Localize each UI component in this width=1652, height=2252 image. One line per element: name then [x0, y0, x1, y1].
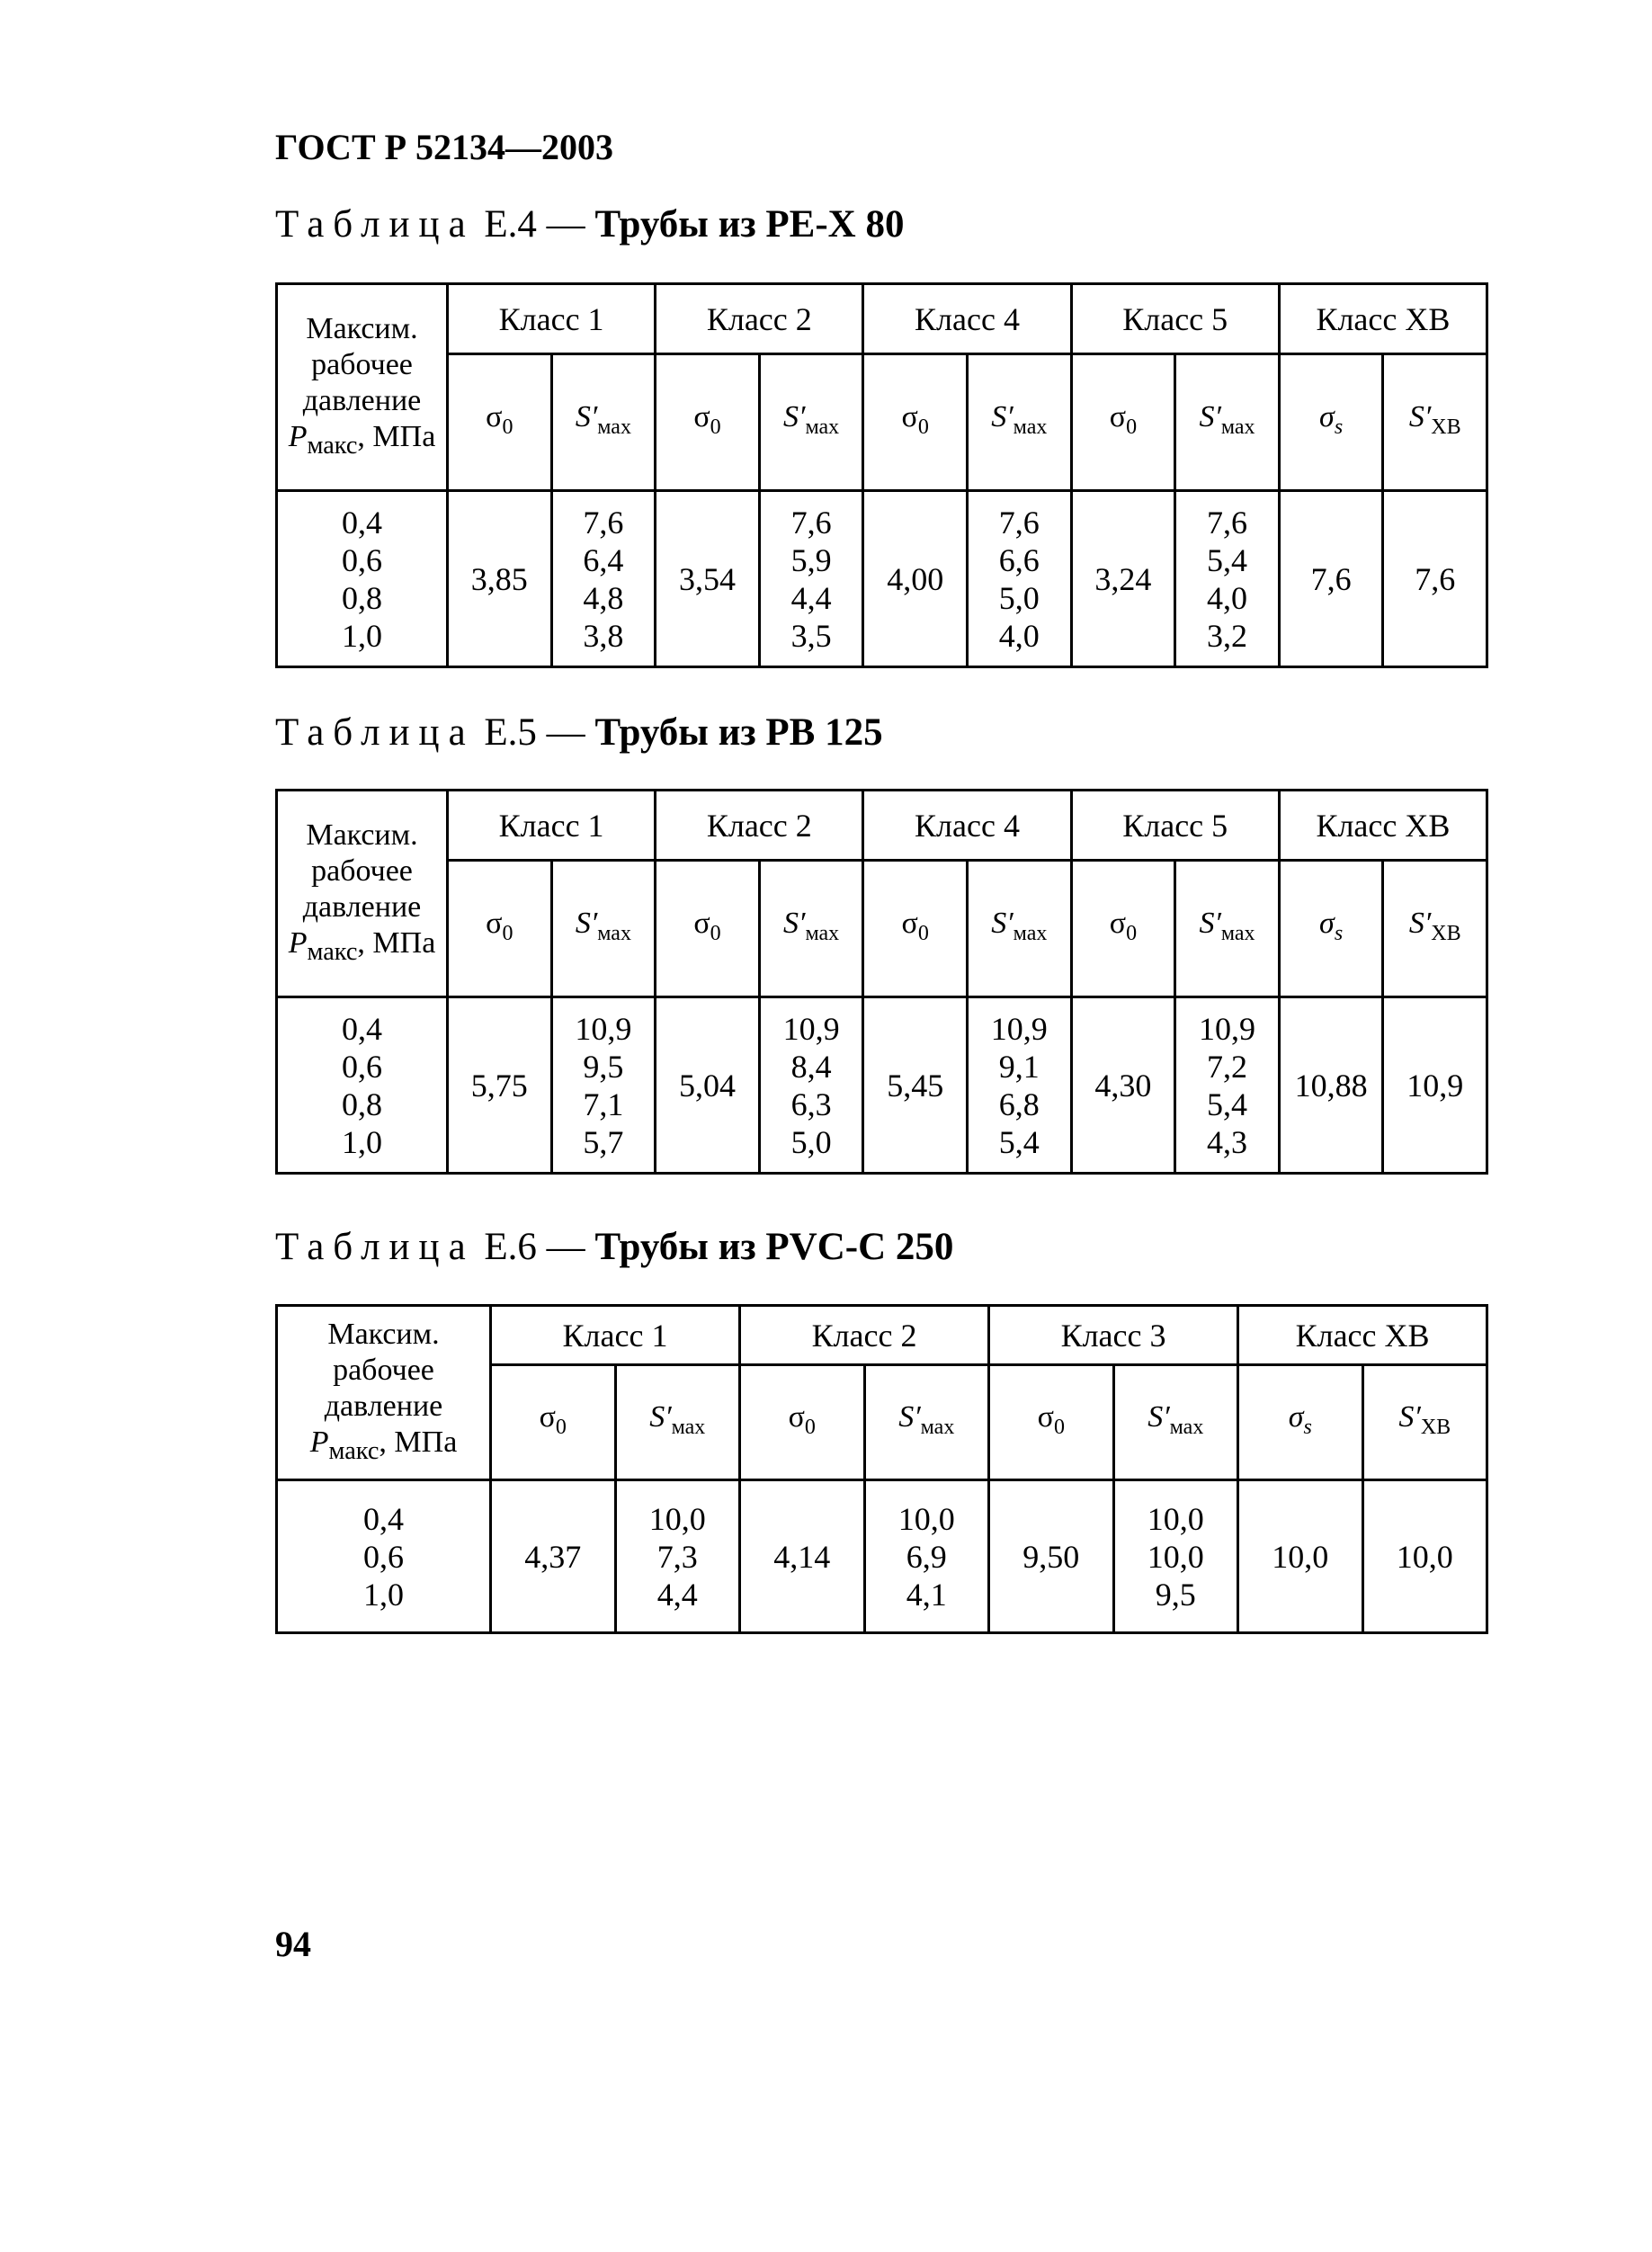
smax-value: 5,0	[998, 579, 1040, 616]
s-glyph: S′	[575, 400, 598, 434]
smax-value: 3,8	[583, 617, 624, 654]
table-row	[277, 491, 1487, 667]
smax-symbol	[1362, 1365, 1487, 1480]
sigma-value: 4,00	[863, 491, 968, 667]
pressure-symbol: $P_{макс}$, МПа	[288, 925, 436, 966]
smax-value: 4,0	[998, 617, 1040, 654]
sigma-sub: s	[1334, 415, 1344, 439]
smax-values	[551, 997, 656, 1174]
sigma-sub: 0	[555, 1415, 567, 1439]
smax-value: 5,4	[998, 1123, 1040, 1160]
symbol-row	[277, 354, 1487, 491]
sigma-sub: s	[1303, 1415, 1312, 1439]
sigma-value: 10,0	[1238, 1480, 1363, 1633]
smax-value: 4,4	[790, 579, 832, 616]
sigma-symbol	[1279, 354, 1383, 491]
sigma-symbol	[448, 861, 552, 997]
sigma-glyph: σ	[486, 907, 503, 941]
pressure-value: 0,8	[342, 579, 382, 616]
caption-title: Трубы из PB 125	[594, 711, 883, 754]
class-header: Класс ХВ	[1279, 791, 1487, 861]
document-header: ГОСТ Р 52134—2003	[275, 127, 614, 167]
sigma-glyph: σ	[486, 400, 503, 434]
sigma-glyph: σ	[693, 400, 710, 434]
smax-value: 7,2	[1207, 1048, 1247, 1085]
smax-values	[1175, 491, 1280, 667]
s-sub: ХВ	[1431, 921, 1461, 945]
sigma-glyph: σ	[1288, 1400, 1304, 1434]
pressure-p: P	[288, 419, 308, 453]
smax-value: 6,4	[583, 541, 624, 578]
pressure-values	[277, 997, 448, 1174]
s-sub: мах	[805, 415, 840, 439]
smax-value: 3,5	[790, 617, 832, 654]
smax-symbol	[1113, 1365, 1238, 1480]
smax-value: 9,5	[583, 1048, 624, 1085]
s-glyph: S′	[1199, 400, 1221, 434]
header-line: рабочее	[311, 853, 413, 888]
sigma-value: 3,54	[656, 491, 760, 667]
sigma-value: 4,37	[491, 1480, 616, 1633]
s-sub: мах	[597, 921, 631, 945]
data-table	[275, 1304, 1488, 1634]
header-line: рабочее	[311, 347, 413, 381]
class-header: Класс 2	[656, 284, 863, 354]
smax-symbol	[759, 861, 863, 997]
smax-value: 6,8	[998, 1086, 1040, 1122]
smax-value: 7,6	[1207, 504, 1247, 541]
class-header: Класс ХВ	[1238, 1306, 1487, 1365]
class-header: Класс 4	[863, 284, 1071, 354]
s-sub: мах	[1169, 1415, 1204, 1439]
sigma-value: 4,30	[1071, 997, 1175, 1174]
smax-value: 10,9	[575, 1010, 632, 1047]
caption-number: Е.4 —	[484, 203, 585, 246]
sigma-glyph: σ	[1319, 400, 1335, 434]
smax-value: 9,5	[1155, 1576, 1196, 1613]
header-row	[277, 791, 1487, 861]
smax-value: 4,8	[583, 579, 624, 616]
smax-symbol	[1175, 354, 1280, 491]
sxb-value: 10,0	[1362, 1480, 1487, 1633]
header-line: давление	[324, 1389, 443, 1423]
smax-value: 3,2	[1207, 617, 1247, 654]
s-glyph: S′	[991, 907, 1014, 941]
caption-title: Трубы из PE-X 80	[594, 203, 905, 246]
pressure-value: 0,6	[342, 1048, 382, 1085]
smax-value: 5,9	[790, 541, 832, 578]
sigma-symbol	[863, 354, 968, 491]
smax-value: 5,4	[1207, 541, 1247, 578]
sigma-glyph: σ	[1037, 1400, 1054, 1434]
s-glyph: S′	[783, 907, 806, 941]
pressure-value: 0,6	[342, 541, 382, 578]
sigma-glyph: σ	[1319, 907, 1335, 941]
pressure-value: 1,0	[342, 617, 382, 654]
sigma-sub: 0	[1053, 1415, 1065, 1439]
smax-symbol	[551, 861, 656, 997]
smax-symbol	[968, 354, 1072, 491]
smax-symbol	[1383, 861, 1487, 997]
pressure-value: 0,4	[342, 504, 382, 541]
smax-values	[759, 997, 863, 1174]
table-caption	[275, 1225, 953, 1269]
smax-symbol	[864, 1365, 989, 1480]
smax-value: 10,0	[648, 1500, 706, 1537]
class-header: Класс 2	[656, 791, 863, 861]
pressure-unit: МПа	[372, 925, 436, 960]
sigma-symbol	[989, 1365, 1114, 1480]
smax-values	[968, 491, 1072, 667]
sigma-sub: s	[1334, 921, 1344, 945]
header-line: Максим.	[327, 1317, 440, 1351]
pressure-symbol: $P_{макс}$, МПа	[288, 419, 436, 460]
sigma-value: 3,24	[1071, 491, 1175, 667]
class-header: Класс ХВ	[1279, 284, 1487, 354]
smax-values	[759, 491, 863, 667]
sigma-value: 10,88	[1279, 997, 1383, 1174]
smax-value: 4,0	[1207, 579, 1247, 616]
pressure-header	[277, 791, 448, 997]
s-glyph: S′	[575, 907, 598, 941]
sigma-sub: 0	[1126, 921, 1138, 945]
smax-value: 6,3	[790, 1086, 832, 1122]
sxb-value: 10,9	[1383, 997, 1487, 1174]
smax-symbol	[1383, 354, 1487, 491]
smax-value: 10,9	[990, 1010, 1048, 1047]
s-sub: мах	[1220, 415, 1255, 439]
sigma-glyph: σ	[1109, 907, 1127, 941]
sigma-value: 4,14	[740, 1480, 865, 1633]
data-table	[275, 789, 1488, 1175]
table-row	[277, 1480, 1487, 1633]
smax-symbol	[551, 354, 656, 491]
caption-label: Таблица	[275, 203, 475, 246]
smax-symbol	[615, 1365, 740, 1480]
s-sub: ХВ	[1420, 1415, 1451, 1439]
sigma-value: 5,45	[863, 997, 968, 1174]
sigma-sub: 0	[804, 1415, 816, 1439]
smax-symbol	[968, 861, 1072, 997]
s-glyph: S′	[1398, 1400, 1421, 1434]
pressure-value: 0,4	[363, 1500, 404, 1537]
s-sub: мах	[1013, 921, 1048, 945]
sxb-value: 7,6	[1383, 491, 1487, 667]
smax-value: 5,7	[583, 1123, 624, 1160]
s-glyph: S′	[1199, 907, 1221, 941]
class-header: Класс 1	[448, 791, 656, 861]
class-header: Класс 1	[491, 1306, 740, 1365]
smax-values	[551, 491, 656, 667]
smax-value: 6,9	[906, 1538, 947, 1575]
pressure-header	[277, 284, 448, 491]
pressure-symbol: $P_{макс}$, МПа	[309, 1425, 458, 1465]
smax-value: 10,9	[1199, 1010, 1255, 1047]
sigma-symbol	[863, 861, 968, 997]
s-glyph: S′	[1408, 907, 1432, 941]
smax-value: 9,1	[998, 1048, 1040, 1085]
sigma-symbol	[491, 1365, 616, 1480]
smax-value: 4,1	[906, 1576, 947, 1613]
s-glyph: S′	[991, 400, 1014, 434]
s-sub: мах	[1013, 415, 1048, 439]
pressure-value: 0,8	[342, 1086, 382, 1122]
smax-value: 4,4	[656, 1576, 698, 1613]
class-header: Класс 5	[1071, 284, 1279, 354]
header-line: рабочее	[333, 1353, 434, 1387]
pressure-unit: МПа	[372, 419, 436, 453]
sigma-value: 5,75	[448, 997, 552, 1174]
caption-label: Таблица	[275, 711, 475, 754]
smax-value: 10,0	[1147, 1500, 1204, 1537]
table-caption	[275, 710, 883, 755]
sigma-value: 5,04	[656, 997, 760, 1174]
header-line: давление	[302, 889, 422, 924]
sigma-sub: 0	[917, 415, 929, 439]
smax-values	[1113, 1480, 1238, 1633]
smax-values	[968, 997, 1072, 1174]
caption-label: Таблица	[275, 1226, 475, 1268]
s-glyph: S′	[783, 400, 806, 434]
smax-value: 4,3	[1207, 1123, 1247, 1160]
smax-value: 10,0	[897, 1500, 955, 1537]
sigma-value: 3,85	[448, 491, 552, 667]
sigma-value: 9,50	[989, 1480, 1114, 1633]
class-header: Класс 4	[863, 791, 1071, 861]
pressure-value: 1,0	[363, 1576, 404, 1613]
caption-title: Трубы из PVC-C 250	[594, 1226, 954, 1268]
smax-symbol	[1175, 861, 1280, 997]
sigma-sub: 0	[1126, 415, 1138, 439]
page-number: 94	[275, 1924, 311, 1964]
smax-value: 7,1	[583, 1086, 624, 1122]
smax-value: 10,0	[1147, 1538, 1204, 1575]
smax-value: 8,4	[790, 1048, 832, 1085]
sigma-symbol	[656, 354, 760, 491]
smax-values	[864, 1480, 989, 1633]
sigma-glyph: σ	[539, 1400, 556, 1434]
pressure-value: 1,0	[342, 1123, 382, 1160]
table-row	[277, 997, 1487, 1174]
smax-value: 7,6	[583, 504, 624, 541]
pressure-p: P	[309, 1425, 329, 1459]
smax-value: 7,6	[998, 504, 1040, 541]
symbol-row	[277, 861, 1487, 997]
smax-values	[1175, 997, 1280, 1174]
sigma-symbol	[740, 1365, 865, 1480]
sigma-symbol	[1279, 861, 1383, 997]
pressure-value: 0,4	[342, 1010, 382, 1047]
sigma-sub: 0	[502, 415, 513, 439]
s-sub: мах	[671, 1415, 706, 1439]
caption-number: Е.5 —	[484, 711, 585, 754]
pressure-p: P	[288, 925, 308, 960]
sigma-sub: 0	[710, 415, 721, 439]
sigma-symbol	[1071, 861, 1175, 997]
smax-value: 10,9	[782, 1010, 840, 1047]
sigma-symbol	[656, 861, 760, 997]
s-sub: мах	[805, 921, 840, 945]
sigma-glyph: σ	[901, 907, 918, 941]
sigma-glyph: σ	[693, 907, 710, 941]
sigma-glyph: σ	[901, 400, 918, 434]
data-table	[275, 282, 1488, 668]
class-header: Класс 1	[448, 284, 656, 354]
sigma-symbol	[1071, 354, 1175, 491]
pressure-sub: макс	[307, 431, 358, 460]
smax-symbol	[759, 354, 863, 491]
header-line: давление	[302, 383, 422, 417]
sigma-glyph: σ	[788, 1400, 805, 1434]
s-glyph: S′	[1408, 400, 1432, 434]
s-sub: мах	[920, 1415, 955, 1439]
sigma-sub: 0	[917, 921, 929, 945]
s-sub: мах	[597, 415, 631, 439]
pressure-unit: МПа	[394, 1425, 458, 1459]
smax-value: 6,6	[998, 541, 1040, 578]
s-glyph: S′	[898, 1400, 921, 1434]
pressure-sub: макс	[307, 937, 358, 966]
class-header: Класс 5	[1071, 791, 1279, 861]
sigma-sub: 0	[502, 921, 513, 945]
s-glyph: S′	[1147, 1400, 1170, 1434]
smax-value: 5,0	[790, 1123, 832, 1160]
class-header: Класс 2	[740, 1306, 989, 1365]
header-row	[277, 284, 1487, 354]
pressure-values	[277, 1480, 491, 1633]
sigma-glyph: σ	[1109, 400, 1127, 434]
pressure-values	[277, 491, 448, 667]
s-sub: мах	[1220, 921, 1255, 945]
smax-value: 7,3	[656, 1538, 698, 1575]
sigma-sub: 0	[710, 921, 721, 945]
sigma-value: 7,6	[1279, 491, 1383, 667]
table-caption	[275, 202, 904, 246]
smax-value: 7,6	[790, 504, 832, 541]
caption-number: Е.6 —	[484, 1226, 585, 1268]
sigma-symbol	[1238, 1365, 1363, 1480]
sigma-symbol	[448, 354, 552, 491]
smax-values	[615, 1480, 740, 1633]
pressure-sub: макс	[328, 1436, 380, 1465]
s-sub: ХВ	[1431, 415, 1461, 439]
smax-value: 5,4	[1207, 1086, 1247, 1122]
pressure-header	[277, 1306, 491, 1480]
class-header: Класс 3	[989, 1306, 1238, 1365]
header-row	[277, 1306, 1487, 1365]
s-glyph: S′	[649, 1400, 672, 1434]
pressure-value: 0,6	[363, 1538, 404, 1575]
header-line: Максим.	[306, 818, 418, 852]
header-line: Максим.	[306, 311, 418, 345]
